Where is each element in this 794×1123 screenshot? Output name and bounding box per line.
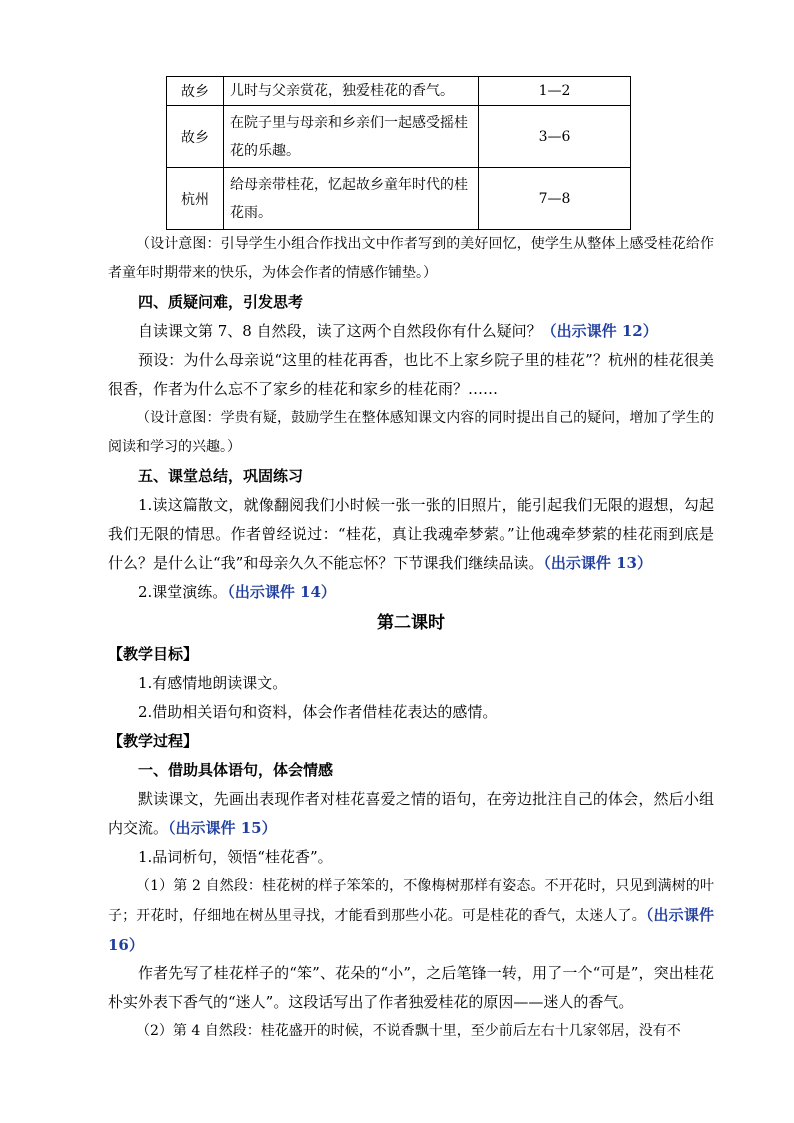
section-heading: 四、质疑问难，引发思考 <box>138 293 304 311</box>
paragraph: 1.品词析句，领悟“桂花香”。 <box>138 848 333 866</box>
courseware-ref: （出示课件 12） <box>541 322 658 340</box>
design-intent-note: （设计意图：学贵有疑，鼓励学生在整体感知课文内容的同时提出自己的疑问，增加了学生的阅读和学习的兴趣。） <box>108 410 714 455</box>
paragraph-range-cell: 7—8 <box>479 168 631 230</box>
memory-table <box>166 76 631 230</box>
goal-item: 1.有感情地朗读课文。 <box>138 674 288 692</box>
event-cell: 儿时与父亲赏花，独爱桂花的香气。 <box>224 77 479 106</box>
paragraph-range-cell: 3—6 <box>479 106 631 168</box>
quote-text: （1）第 2 自然段：桂花树的样子笨笨的，不像梅树那样有姿态。不开花时，只见到满树的叶子；开花时，仔细地在树丛里寻找，才能看到那些小花。可是桂花的香气，太迷人了。 <box>108 878 714 924</box>
courseware-ref: （出示课件 14） <box>227 583 336 601</box>
quote-paragraph <box>108 872 714 961</box>
subsection-heading: 【教学过程】 <box>108 732 199 750</box>
quote-paragraph: （2）第 4 自然段：桂花盛开的时候，不说香飘十里，至少前后左右十几家邻居，没有不 <box>136 1023 681 1039</box>
paragraph-text: 默读课文，先画出表现作者对桂花喜爱之情的语句，在旁边批注自己的体会，然后小组内交流。 <box>108 790 714 837</box>
paragraph-range-cell: 1—2 <box>479 77 631 106</box>
design-intent-note: （设计意图：引导学生小组合作找出文中作者写到的美好回忆，使学生从整体上感受桂花给作者童年时期带来的快乐，为体会作者的情感作铺垫。） <box>108 236 714 281</box>
paragraph: 作者先写了桂花样子的“笨”、花朵的“小”，之后笔锋一转，用了一个“可是”，突出桂花朴实外表下香气的“迷人”。这段话写出了作者独爱桂花的原因——迷人的香气。 <box>108 964 714 1011</box>
lesson-title: 第二课时 <box>377 613 445 633</box>
event-cell: 在院子里与母亲和乡亲们一起感受摇桂花的乐趣。 <box>224 106 479 168</box>
event-cell: 给母亲带桂花，忆起故乡童年时代的桂花雨。 <box>224 168 479 230</box>
paragraph <box>108 317 714 346</box>
courseware-ref: （出示课件 15） <box>168 819 277 837</box>
courseware-ref: （出示课件 16） <box>108 906 714 954</box>
place-cell: 故乡 <box>167 77 224 106</box>
section-heading: 一、借助具体语句，体会情感 <box>138 761 334 779</box>
paragraph-text: 自读课文第 7、8 自然段，读了这两个自然段你有什么疑问？ <box>138 322 542 340</box>
subsection-heading: 【教学目标】 <box>108 645 199 663</box>
paragraph <box>108 785 714 843</box>
goal-item: 2.借助相关语句和资料，体会作者借桂花表达的感情。 <box>138 703 498 721</box>
table-row <box>167 77 631 106</box>
paragraph: 预设：为什么母亲说“这里的桂花再香，也比不上家乡院子里的桂花”？杭州的桂花很美很香，作者为什么忘不了家乡的桂花和家乡的桂花雨？…… <box>108 351 714 398</box>
paragraph-text: 2.课堂演练。 <box>138 583 228 601</box>
paragraph <box>108 491 714 578</box>
place-cell: 故乡 <box>167 106 224 168</box>
courseware-ref: （出示课件 13） <box>543 554 652 572</box>
table-row <box>167 168 631 230</box>
section-heading: 五、课堂总结，巩固练习 <box>138 467 304 485</box>
paragraph-text: 1.读这篇散文，就像翻阅我们小时候一张一张的旧照片，能引起我们无限的遐想，勾起我们无限的情思。作者曾经说过：“桂花，真让我魂牵梦萦。”让他魂牵梦萦的桂花雨到底是什么？是什么让“我”和母亲久久不能忘怀？下节课我们继续品读。 <box>108 496 714 572</box>
place-cell: 杭州 <box>167 168 224 230</box>
paragraph <box>108 578 714 607</box>
table-row <box>167 106 631 168</box>
